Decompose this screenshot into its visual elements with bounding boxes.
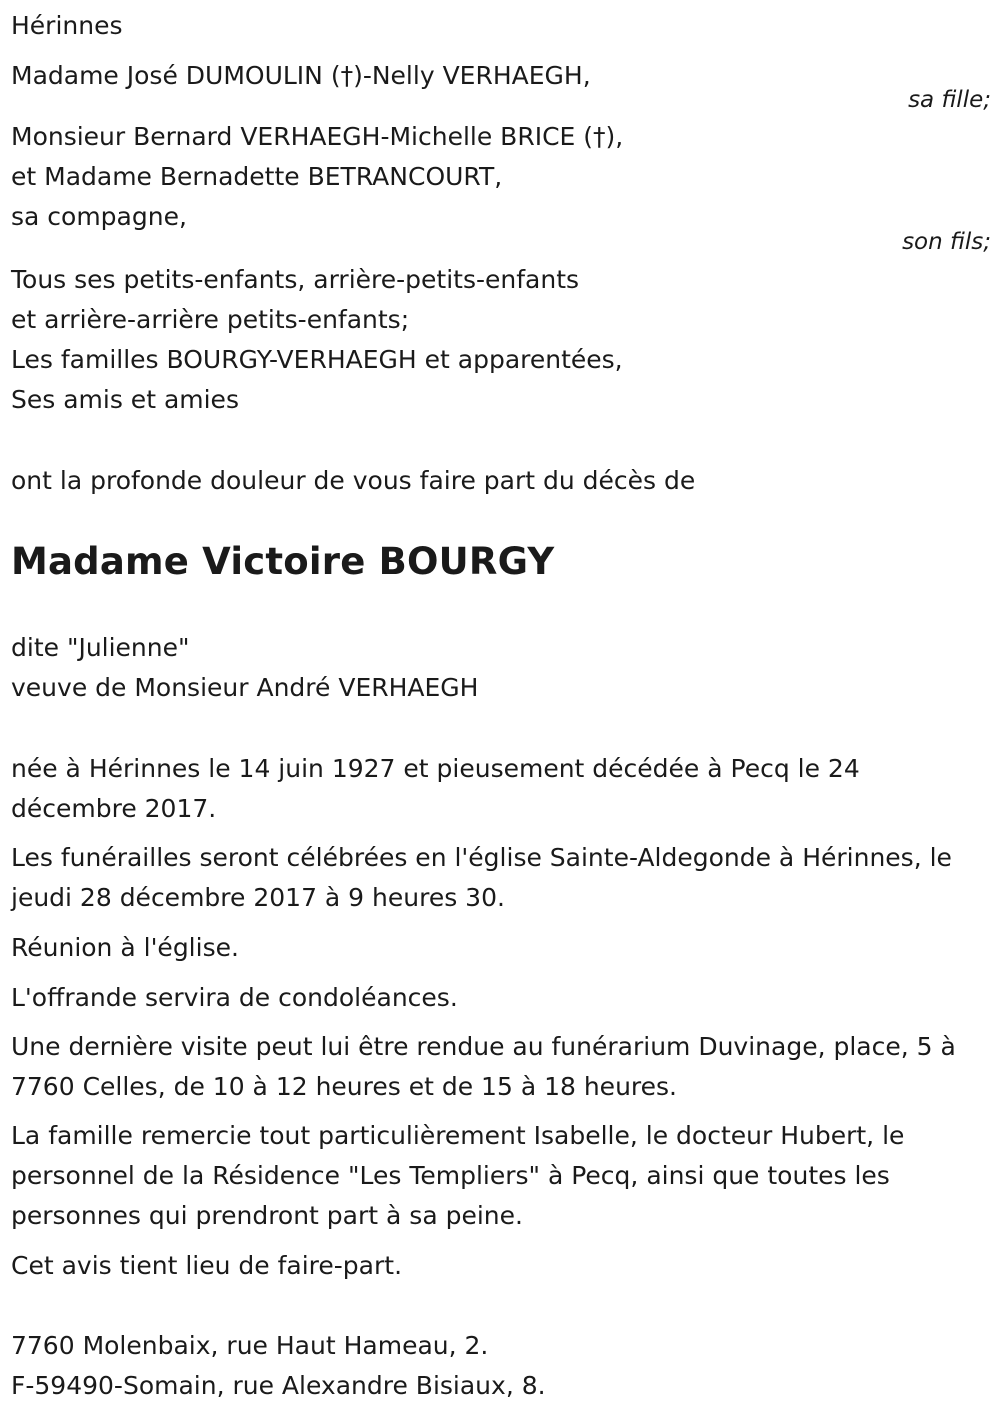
offering-line: L'offrande servira de condoléances. — [11, 983, 458, 1012]
deceased-name: Madame Victoire BOURGY — [11, 540, 555, 583]
widow-of: veuve de Monsieur André VERHAEGH — [11, 673, 479, 702]
meeting-line: Réunion à l'église. — [11, 933, 239, 962]
son-line-2: et Madame Bernadette BETRANCOURT, — [11, 162, 503, 191]
address-line-2: F-59490-Somain, rue Alexandre Bisiaux, 8. — [11, 1371, 546, 1400]
birth-death-paragraph: née à Hérinnes le 14 juin 1927 et pieusement décédée à Pecq le 24 décembre 2017. — [11, 754, 860, 823]
address-line-1: 7760 Molenbaix, rue Haut Hameau, 2. — [11, 1331, 489, 1360]
town-heading: Hérinnes — [11, 11, 123, 40]
son-role: son fils; — [902, 229, 991, 255]
others-line-2: et arrière-arrière petits-enfants; — [11, 305, 410, 334]
daughter-line: Madame José DUMOULIN (†)-Nelly VERHAEGH, — [11, 61, 591, 90]
thanks-paragraph: La famille remercie tout particulièrement Isabelle, le docteur Hubert, le personnel de la Résidence "Les Templiers" à Pecq, ainsi que toutes les personnes qui prendront part à sa peine. — [11, 1121, 905, 1230]
others-line-1: Tous ses petits-enfants, arrière-petits-enfants — [11, 265, 580, 294]
nickname: dite "Julienne" — [11, 633, 190, 662]
son-line-3: sa compagne, — [11, 202, 187, 231]
son-line-1: Monsieur Bernard VERHAEGH-Michelle BRICE (†), — [11, 122, 624, 151]
funeral-paragraph: Les funérailles seront célébrées en l'église Sainte-Aldegonde à Hérinnes, le jeudi 28 décembre 2017 à 9 heures 30. — [11, 843, 952, 912]
visit-paragraph: Une dernière visite peut lui être rendue au funérarium Duvinage, place, 5 à 7760 Celles, de 10 à 12 heures et de 15 à 18 heures. — [11, 1032, 956, 1101]
intro-line: ont la profonde douleur de vous faire part du décès de — [11, 466, 696, 495]
others-line-3: Les familles BOURGY-VERHAEGH et apparentées, — [11, 345, 623, 374]
others-line-4: Ses amis et amies — [11, 385, 239, 414]
daughter-role: sa fille; — [908, 87, 991, 113]
notice-line: Cet avis tient lieu de faire-part. — [11, 1251, 403, 1280]
